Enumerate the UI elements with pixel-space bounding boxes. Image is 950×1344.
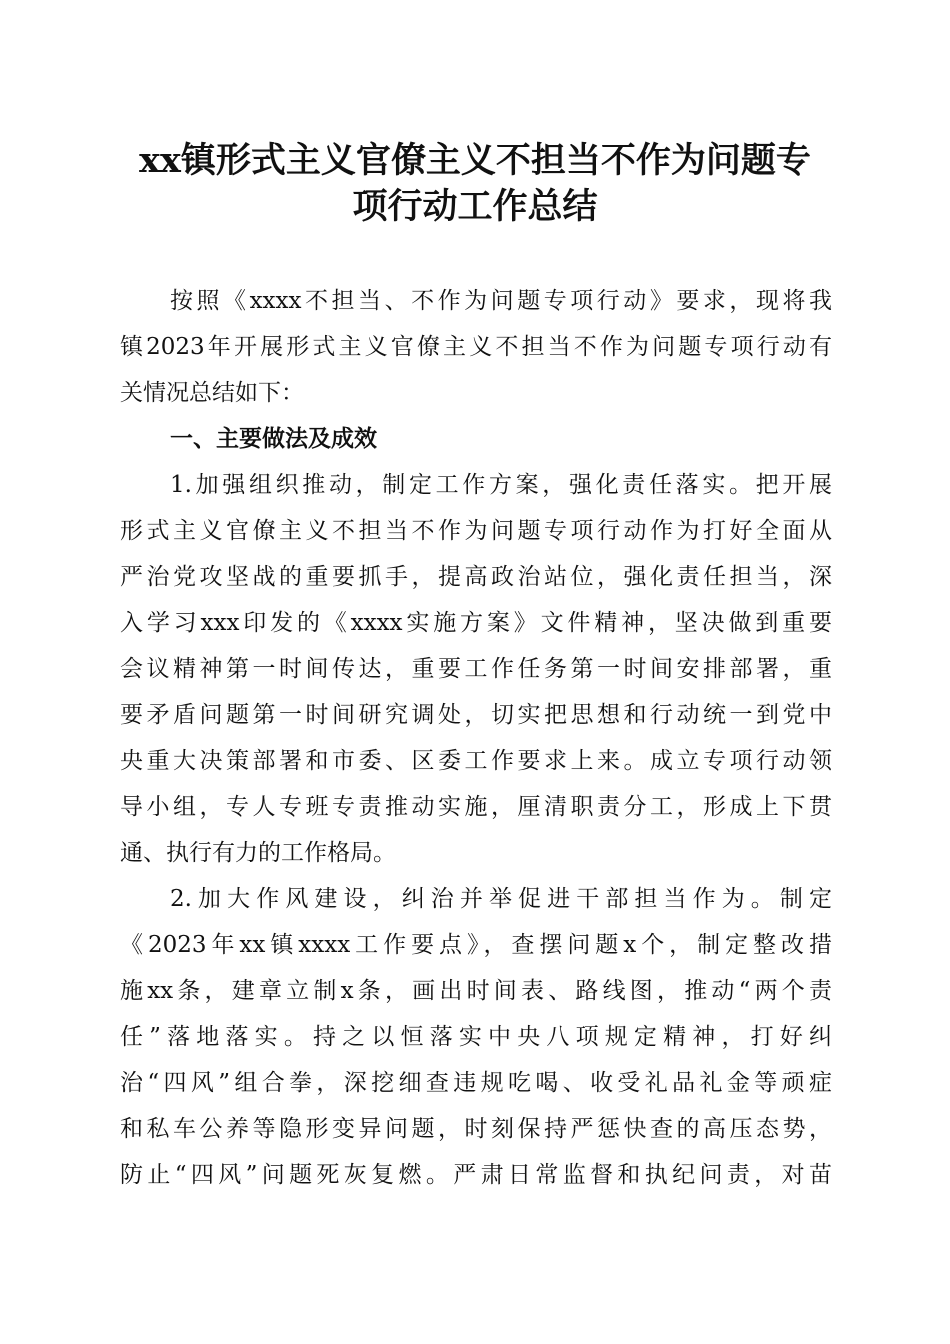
item-2-paragraph	[120, 876, 832, 1198]
text-line: 会议精神第一时间传达，重要工作任务第一时间安排部署，重	[120, 656, 832, 682]
intro-paragraph	[120, 278, 832, 416]
text-line: 入学习xxx印发的《xxxx实施方案》文件精神，坚决做到重要	[120, 610, 832, 636]
text-line: 施xx条，建章立制x条，画出时间表、路线图，推动“两个责	[120, 978, 832, 1004]
text-line: 形式主义官僚主义不担当不作为问题专项行动作为打好全面从	[120, 518, 832, 544]
text-line: 央重大决策部署和市委、区委工作要求上来。成立专项行动领	[120, 748, 832, 774]
text-line: 防止“四风”问题死灰复燃。严肃日常监督和执纪问责，对苗	[120, 1162, 832, 1188]
text-line: 通、执行有力的工作格局。	[120, 840, 396, 866]
text-line: 《2023年xx镇xxxx工作要点》，查摆问题x个，制定整改措	[120, 932, 832, 958]
text-line: 和私车公养等隐形变异问题，时刻保持严惩快查的高压态势，	[120, 1116, 832, 1142]
title-line-1: xx镇形式主义官僚主义不担当不作为问题专	[139, 140, 811, 181]
text-line: 1.加强组织推动，制定工作方案，强化责任落实。把开展	[170, 472, 832, 498]
text-line: 任”落地落实。持之以恒落实中央八项规定精神，打好纠	[120, 1024, 832, 1050]
text-line: 按照《xxxx不担当、不作为问题专项行动》要求，现将我	[170, 288, 832, 314]
section-heading: 一、主要做法及成效	[170, 426, 377, 452]
title-line-2: 项行动工作总结	[352, 186, 598, 227]
item-1-paragraph	[120, 462, 832, 876]
text-line: 要矛盾问题第一时间研究调处，切实把思想和行动统一到党中	[120, 702, 832, 728]
text-line: 关情况总结如下：	[120, 380, 304, 406]
document-body	[120, 278, 832, 1198]
text-line: 2.加大作风建设，纠治并举促进干部担当作为。制定	[170, 886, 832, 912]
document-title	[100, 138, 850, 230]
text-line: 治“四风”组合拳，深挖细查违规吃喝、收受礼品礼金等顽症	[120, 1070, 832, 1096]
text-line: 严治党攻坚战的重要抓手，提高政治站位，强化责任担当，深	[120, 564, 832, 590]
text-line: 镇2023年开展形式主义官僚主义不担当不作为问题专项行动有	[120, 334, 832, 360]
text-line: 导小组，专人专班专责推动实施，厘清职责分工，形成上下贯	[120, 794, 832, 820]
